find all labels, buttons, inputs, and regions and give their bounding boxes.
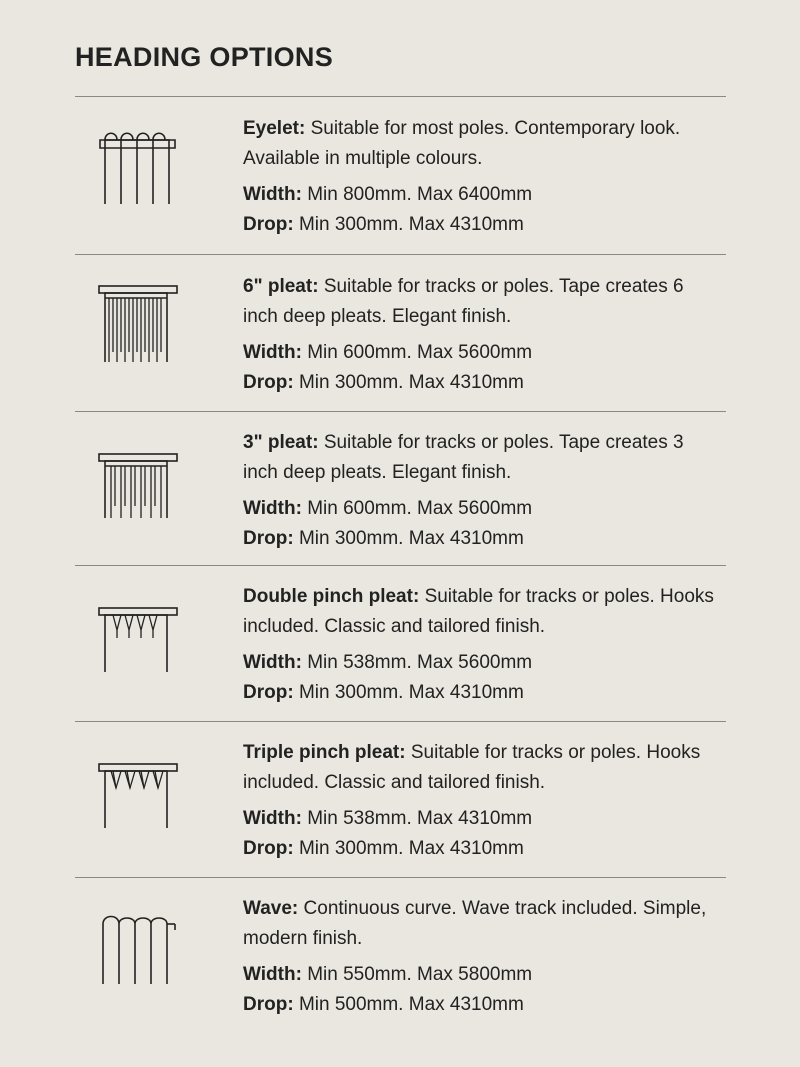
option-name: Eyelet: — [243, 118, 306, 139]
width-value: Min 550mm. Max 5800mm — [307, 964, 533, 985]
drop-value: Min 500mm. Max 4310mm — [298, 994, 524, 1015]
drop-label: Drop: — [243, 372, 294, 393]
option-description: Suitable for tracks or poles. Hooks included. Classic and tailored finish. — [243, 742, 701, 793]
eyelet-curtain-icon — [95, 114, 181, 204]
width-label: Width: — [243, 652, 302, 673]
option-name: Wave: — [243, 898, 299, 919]
wave-curtain-icon — [95, 894, 181, 984]
drop-value: Min 300mm. Max 4310mm — [298, 528, 524, 549]
divider — [75, 96, 726, 97]
drop-label: Drop: — [243, 838, 294, 859]
width-label: Width: — [243, 184, 302, 205]
divider — [75, 411, 726, 412]
drop-value: Min 300mm. Max 4310mm — [298, 214, 524, 235]
page-title: HEADING OPTIONS — [75, 42, 334, 72]
width-label: Width: — [243, 964, 302, 985]
triple-pinch-pleat-curtain-icon — [95, 738, 181, 828]
drop-value: Min 300mm. Max 4310mm — [298, 682, 524, 703]
option-name: Double pinch pleat: — [243, 586, 420, 607]
width-value: Min 538mm. Max 4310mm — [307, 808, 533, 829]
option-description: Continuous curve. Wave track included. Simple, modern finish. — [243, 898, 707, 949]
option-name: Triple pinch pleat: — [243, 742, 406, 763]
width-value: Min 538mm. Max 5600mm — [307, 652, 533, 673]
option-name: 3" pleat: — [243, 432, 319, 453]
width-label: Width: — [243, 498, 302, 519]
drop-label: Drop: — [243, 994, 294, 1015]
width-label: Width: — [243, 342, 302, 363]
width-value: Min 800mm. Max 6400mm — [307, 184, 533, 205]
double-pinch-pleat-curtain-icon — [95, 582, 181, 672]
option-description: Suitable for tracks or poles. Hooks included. Classic and tailored finish. — [243, 586, 714, 637]
drop-value: Min 300mm. Max 4310mm — [298, 838, 524, 859]
option-description: Suitable for tracks or poles. Tape creates 3 inch deep pleats. Elegant finish. — [243, 432, 684, 483]
option-description: Suitable for tracks or poles. Tape creates 6 inch deep pleats. Elegant finish. — [243, 276, 684, 327]
divider — [75, 721, 726, 722]
divider — [75, 565, 726, 566]
six-inch-pleat-curtain-icon — [95, 272, 181, 362]
divider — [75, 254, 726, 255]
option-description: Suitable for most poles. Contemporary look. Available in multiple colours. — [243, 118, 681, 169]
width-value: Min 600mm. Max 5600mm — [307, 498, 533, 519]
divider — [75, 877, 726, 878]
width-label: Width: — [243, 808, 302, 829]
three-inch-pleat-curtain-icon — [95, 428, 181, 518]
option-name: 6" pleat: — [243, 276, 319, 297]
drop-label: Drop: — [243, 528, 294, 549]
drop-label: Drop: — [243, 682, 294, 703]
drop-value: Min 300mm. Max 4310mm — [298, 372, 524, 393]
width-value: Min 600mm. Max 5600mm — [307, 342, 533, 363]
drop-label: Drop: — [243, 214, 294, 235]
